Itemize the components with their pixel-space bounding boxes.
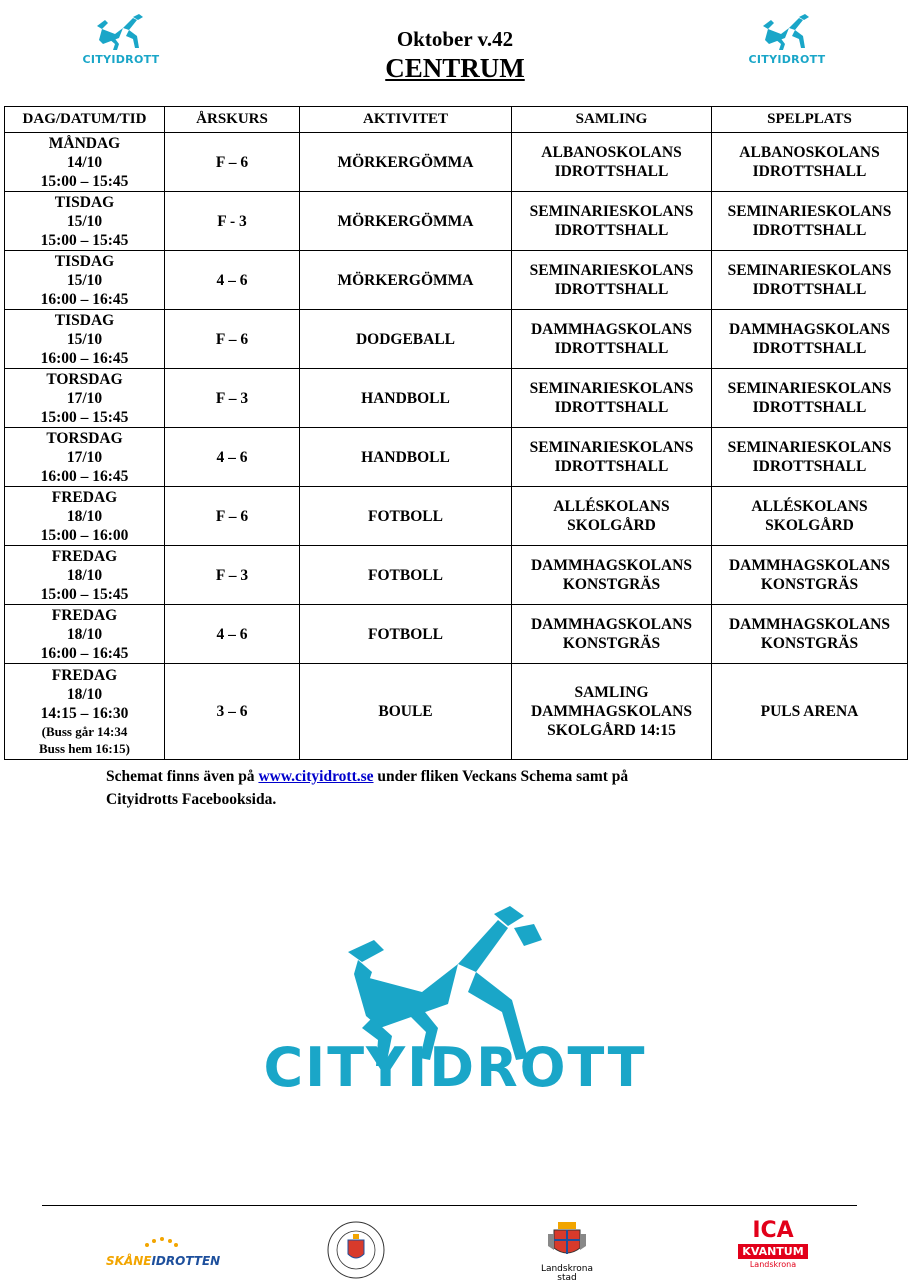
table-row [5,487,908,546]
samling-cell [512,192,712,251]
spelplats-cell [712,605,908,664]
spelplats-cell [712,546,908,605]
kvantum-badge: KVANTUM [738,1244,807,1259]
day-date-time-cell-line: 16:00 – 16:45 [40,467,129,485]
sponsor-landskrona-stad [527,1220,607,1283]
activity-cell [300,605,512,664]
footer-divider [42,1205,857,1206]
samling-cell-line: KONSTGRÄS [562,635,661,652]
day-date-time-cell [5,546,165,605]
grade-cell-line: F – 3 [215,389,249,407]
table-row [5,192,908,251]
samling-cell-line: IDROTTSHALL [554,281,669,298]
day-date-time-cell [5,605,165,664]
samling-cell-line: DAMMHAGSKOLANS [530,557,693,574]
day-date-time-cell [5,310,165,369]
day-date-time-cell-line: 18/10 [66,507,103,525]
day-date-time-cell [5,428,165,487]
samling-cell-line: SEMINARIESKOLANS [529,439,694,456]
spelplats-cell-line: PULS ARENA [760,703,859,720]
day-date-time-cell-line: FREDAG [51,606,118,624]
table-row [5,133,908,192]
spelplats-cell-line: SEMINARIESKOLANS [727,380,892,397]
grade-cell [165,133,300,192]
spelplats-cell-line: IDROTTSHALL [752,281,867,298]
sponsor-name: Landskrona [540,1264,594,1274]
column-header: SAMLING [512,107,712,133]
spelplats-cell-line: SEMINARIESKOLANS [727,439,892,456]
sponsor-name: stad [557,1273,577,1283]
spelplats-cell [712,487,908,546]
title-area: CENTRUM [385,53,525,83]
grade-cell [165,192,300,251]
samling-cell-line: SEMINARIESKOLANS [529,203,694,220]
activity-cell-line: MÖRKERGÖMMA [337,153,474,171]
table-body [5,133,908,760]
spelplats-cell-line: IDROTTSHALL [752,399,867,416]
day-date-time-cell-line: (Buss går 14:34 [41,724,128,739]
spelplats-cell-line: IDROTTSHALL [752,163,867,180]
cityidrott-wordmark: CITYIDROTT [82,53,160,66]
page-title [0,26,910,84]
samling-cell [512,428,712,487]
table-header-row [5,107,908,133]
grade-cell-line: 4 – 6 [216,448,248,466]
samling-cell-line: SKOLGÅRD [567,517,656,534]
grade-cell [165,251,300,310]
samling-cell-line: IDROTTSHALL [554,222,669,239]
schedule-table [4,106,908,760]
day-date-time-cell-line: 18/10 [66,625,103,643]
activity-cell-line: BOULE [378,703,433,720]
grade-cell-line: F – 6 [215,153,249,171]
sponsor-seal [316,1220,396,1285]
day-date-time-cell-line: TISDAG [54,252,115,270]
spelplats-cell [712,133,908,192]
samling-cell-line: ALLÉSKOLANS [553,498,670,515]
grade-cell [165,428,300,487]
spelplats-cell-line: ALLÉSKOLANS [751,498,868,515]
activity-cell [300,251,512,310]
activity-cell-line: FOTBOLL [368,625,443,643]
grade-cell [165,664,300,760]
note-text: Schemat finns även på [106,768,259,785]
grade-cell [165,546,300,605]
activity-cell [300,428,512,487]
column-header: DAG/DATUM/TID [5,107,165,133]
day-date-time-cell [5,192,165,251]
day-date-time-cell-line: 17/10 [66,448,103,466]
sponsor-city: Landskrona [749,1260,797,1269]
activity-cell-line: DODGEBALL [355,330,456,348]
day-date-time-cell-line: 15:00 – 15:45 [40,585,129,603]
day-date-time-cell-line: TISDAG [54,311,115,329]
samling-cell [512,310,712,369]
spelplats-cell-line: SEMINARIESKOLANS [727,262,892,279]
day-date-time-cell [5,487,165,546]
day-date-time-cell-line: 16:00 – 16:45 [40,290,129,308]
spelplats-cell-line: IDROTTSHALL [752,222,867,239]
table-row [5,428,908,487]
spelplats-cell [712,310,908,369]
activity-cell [300,546,512,605]
cityidrott-big-wordmark: CITYIDROTT [263,1036,647,1099]
samling-cell-line: IDROTTSHALL [554,340,669,357]
activity-cell [300,369,512,428]
spelplats-cell-line: IDROTTSHALL [752,458,867,475]
grade-cell [165,369,300,428]
day-date-time-cell [5,251,165,310]
day-date-time-cell-line: TORSDAG [46,429,123,447]
samling-cell [512,664,712,760]
grade-cell-line: F – 6 [215,330,249,348]
grade-cell-line: F – 3 [215,566,249,584]
spelplats-cell-line: IDROTTSHALL [752,340,867,357]
spelplats-cell-line: ALBANOSKOLANS [739,144,880,161]
column-header: ÅRSKURS [165,107,300,133]
day-date-time-cell-line: 15/10 [66,330,103,348]
website-link[interactable]: www.cityidrott.se [258,768,374,785]
samling-cell [512,605,712,664]
grade-cell-line: 4 – 6 [216,271,248,289]
sponsor-skaneidrotten [106,1236,221,1268]
table-row [5,546,908,605]
samling-cell [512,487,712,546]
spelplats-cell-line: KONSTGRÄS [760,576,859,593]
table-row [5,605,908,664]
samling-cell-line: IDROTTSHALL [554,458,669,475]
table-row [5,310,908,369]
day-date-time-cell-line: 15:00 – 15:45 [40,408,129,426]
grade-cell-line: F - 3 [217,212,247,230]
samling-cell-line: DAMMHAGSKOLANS [530,321,693,338]
day-date-time-cell-line: TISDAG [54,193,115,211]
day-date-time-cell-line: 18/10 [66,686,103,703]
samling-cell-line: SKOLGÅRD 14:15 [547,722,676,739]
samling-cell-line: DAMMHAGSKOLANS [530,616,693,633]
ica-logo-text: ICA [752,1218,794,1243]
title-week: Oktober v.42 [396,27,514,51]
day-date-time-cell-line: MÅNDAG [48,134,121,152]
spelplats-cell-line: SEMINARIESKOLANS [727,203,892,220]
activity-cell-line: HANDBOLL [361,389,450,407]
samling-cell-line: IDROTTSHALL [554,399,669,416]
activity-cell-line: MÖRKERGÖMMA [337,271,474,289]
seal-icon [324,1220,388,1280]
spelplats-cell-line: SKOLGÅRD [765,517,854,534]
day-date-time-cell-line: 15:00 – 15:45 [40,231,129,249]
samling-cell-line: KONSTGRÄS [562,576,661,593]
note-text: Cityidrotts Facebooksida. [106,791,277,808]
activity-cell-line: HANDBOLL [361,448,450,466]
activity-cell [300,192,512,251]
grade-cell-line: 4 – 6 [216,625,248,643]
activity-cell-line: FOTBOLL [368,507,443,525]
day-date-time-cell-line: Buss hem 16:15) [38,741,130,756]
sponsor-ica-kvantum [728,1220,818,1269]
note-text: under fliken Veckans Schema samt på [373,768,629,785]
table-row [5,251,908,310]
spelplats-cell-line: DAMMHAGSKOLANS [728,616,891,633]
column-header: SPELPLATS [712,107,908,133]
spelplats-cell [712,192,908,251]
grade-cell [165,487,300,546]
activity-cell-line: MÖRKERGÖMMA [337,212,474,230]
samling-cell [512,369,712,428]
sun-icon [141,1237,181,1249]
day-date-time-cell-line: 14:15 – 16:30 [40,705,129,722]
day-date-time-cell-line: 16:00 – 16:45 [40,349,129,367]
spelplats-cell-line: KONSTGRÄS [760,635,859,652]
grade-cell [165,310,300,369]
samling-cell [512,133,712,192]
coat-of-arms-icon [542,1220,592,1260]
sponsor-name: SKÅNEIDROTTEN [106,1254,221,1268]
day-date-time-cell-line: 17/10 [66,389,103,407]
day-date-time-cell-line: 15:00 – 15:45 [40,172,129,190]
day-date-time-cell-line: 15/10 [66,212,103,230]
samling-cell-line: DAMMHAGSKOLANS [530,703,693,720]
grade-cell [165,605,300,664]
samling-cell-line: SAMLING [574,684,649,701]
day-date-time-cell [5,369,165,428]
spelplats-cell-line: DAMMHAGSKOLANS [728,557,891,574]
spelplats-cell [712,664,908,760]
spelplats-cell-line: DAMMHAGSKOLANS [728,321,891,338]
activity-cell [300,133,512,192]
activity-cell-line: FOTBOLL [368,566,443,584]
activity-cell [300,310,512,369]
samling-cell [512,251,712,310]
day-date-time-cell-line: 18/10 [66,566,103,584]
spelplats-cell [712,251,908,310]
activity-cell [300,664,512,760]
samling-cell-line: SEMINARIESKOLANS [529,380,694,397]
table-row [5,664,908,760]
grade-cell-line: 3 – 6 [216,703,248,720]
table-row [5,369,908,428]
day-date-time-cell-line: 14/10 [66,153,103,171]
samling-cell-line: ALBANOSKOLANS [541,144,682,161]
grade-cell-line: F – 6 [215,507,249,525]
cityidrott-wordmark: CITYIDROTT [748,53,826,66]
day-date-time-cell-line: 16:00 – 16:45 [40,644,129,662]
day-date-time-cell-line: FREDAG [51,547,118,565]
samling-cell-line: SEMINARIESKOLANS [529,262,694,279]
day-date-time-cell [5,664,165,760]
column-header: AKTIVITET [300,107,512,133]
samling-cell-line: IDROTTSHALL [554,163,669,180]
activity-cell [300,487,512,546]
spelplats-cell [712,369,908,428]
samling-cell [512,546,712,605]
day-date-time-cell-line: FREDAG [51,667,118,684]
day-date-time-cell-line: TORSDAG [46,370,123,388]
schedule-note [106,765,826,811]
spelplats-cell [712,428,908,487]
day-date-time-cell-line: 15/10 [66,271,103,289]
day-date-time-cell [5,133,165,192]
day-date-time-cell-line: 15:00 – 16:00 [40,526,129,544]
day-date-time-cell-line: FREDAG [51,488,118,506]
